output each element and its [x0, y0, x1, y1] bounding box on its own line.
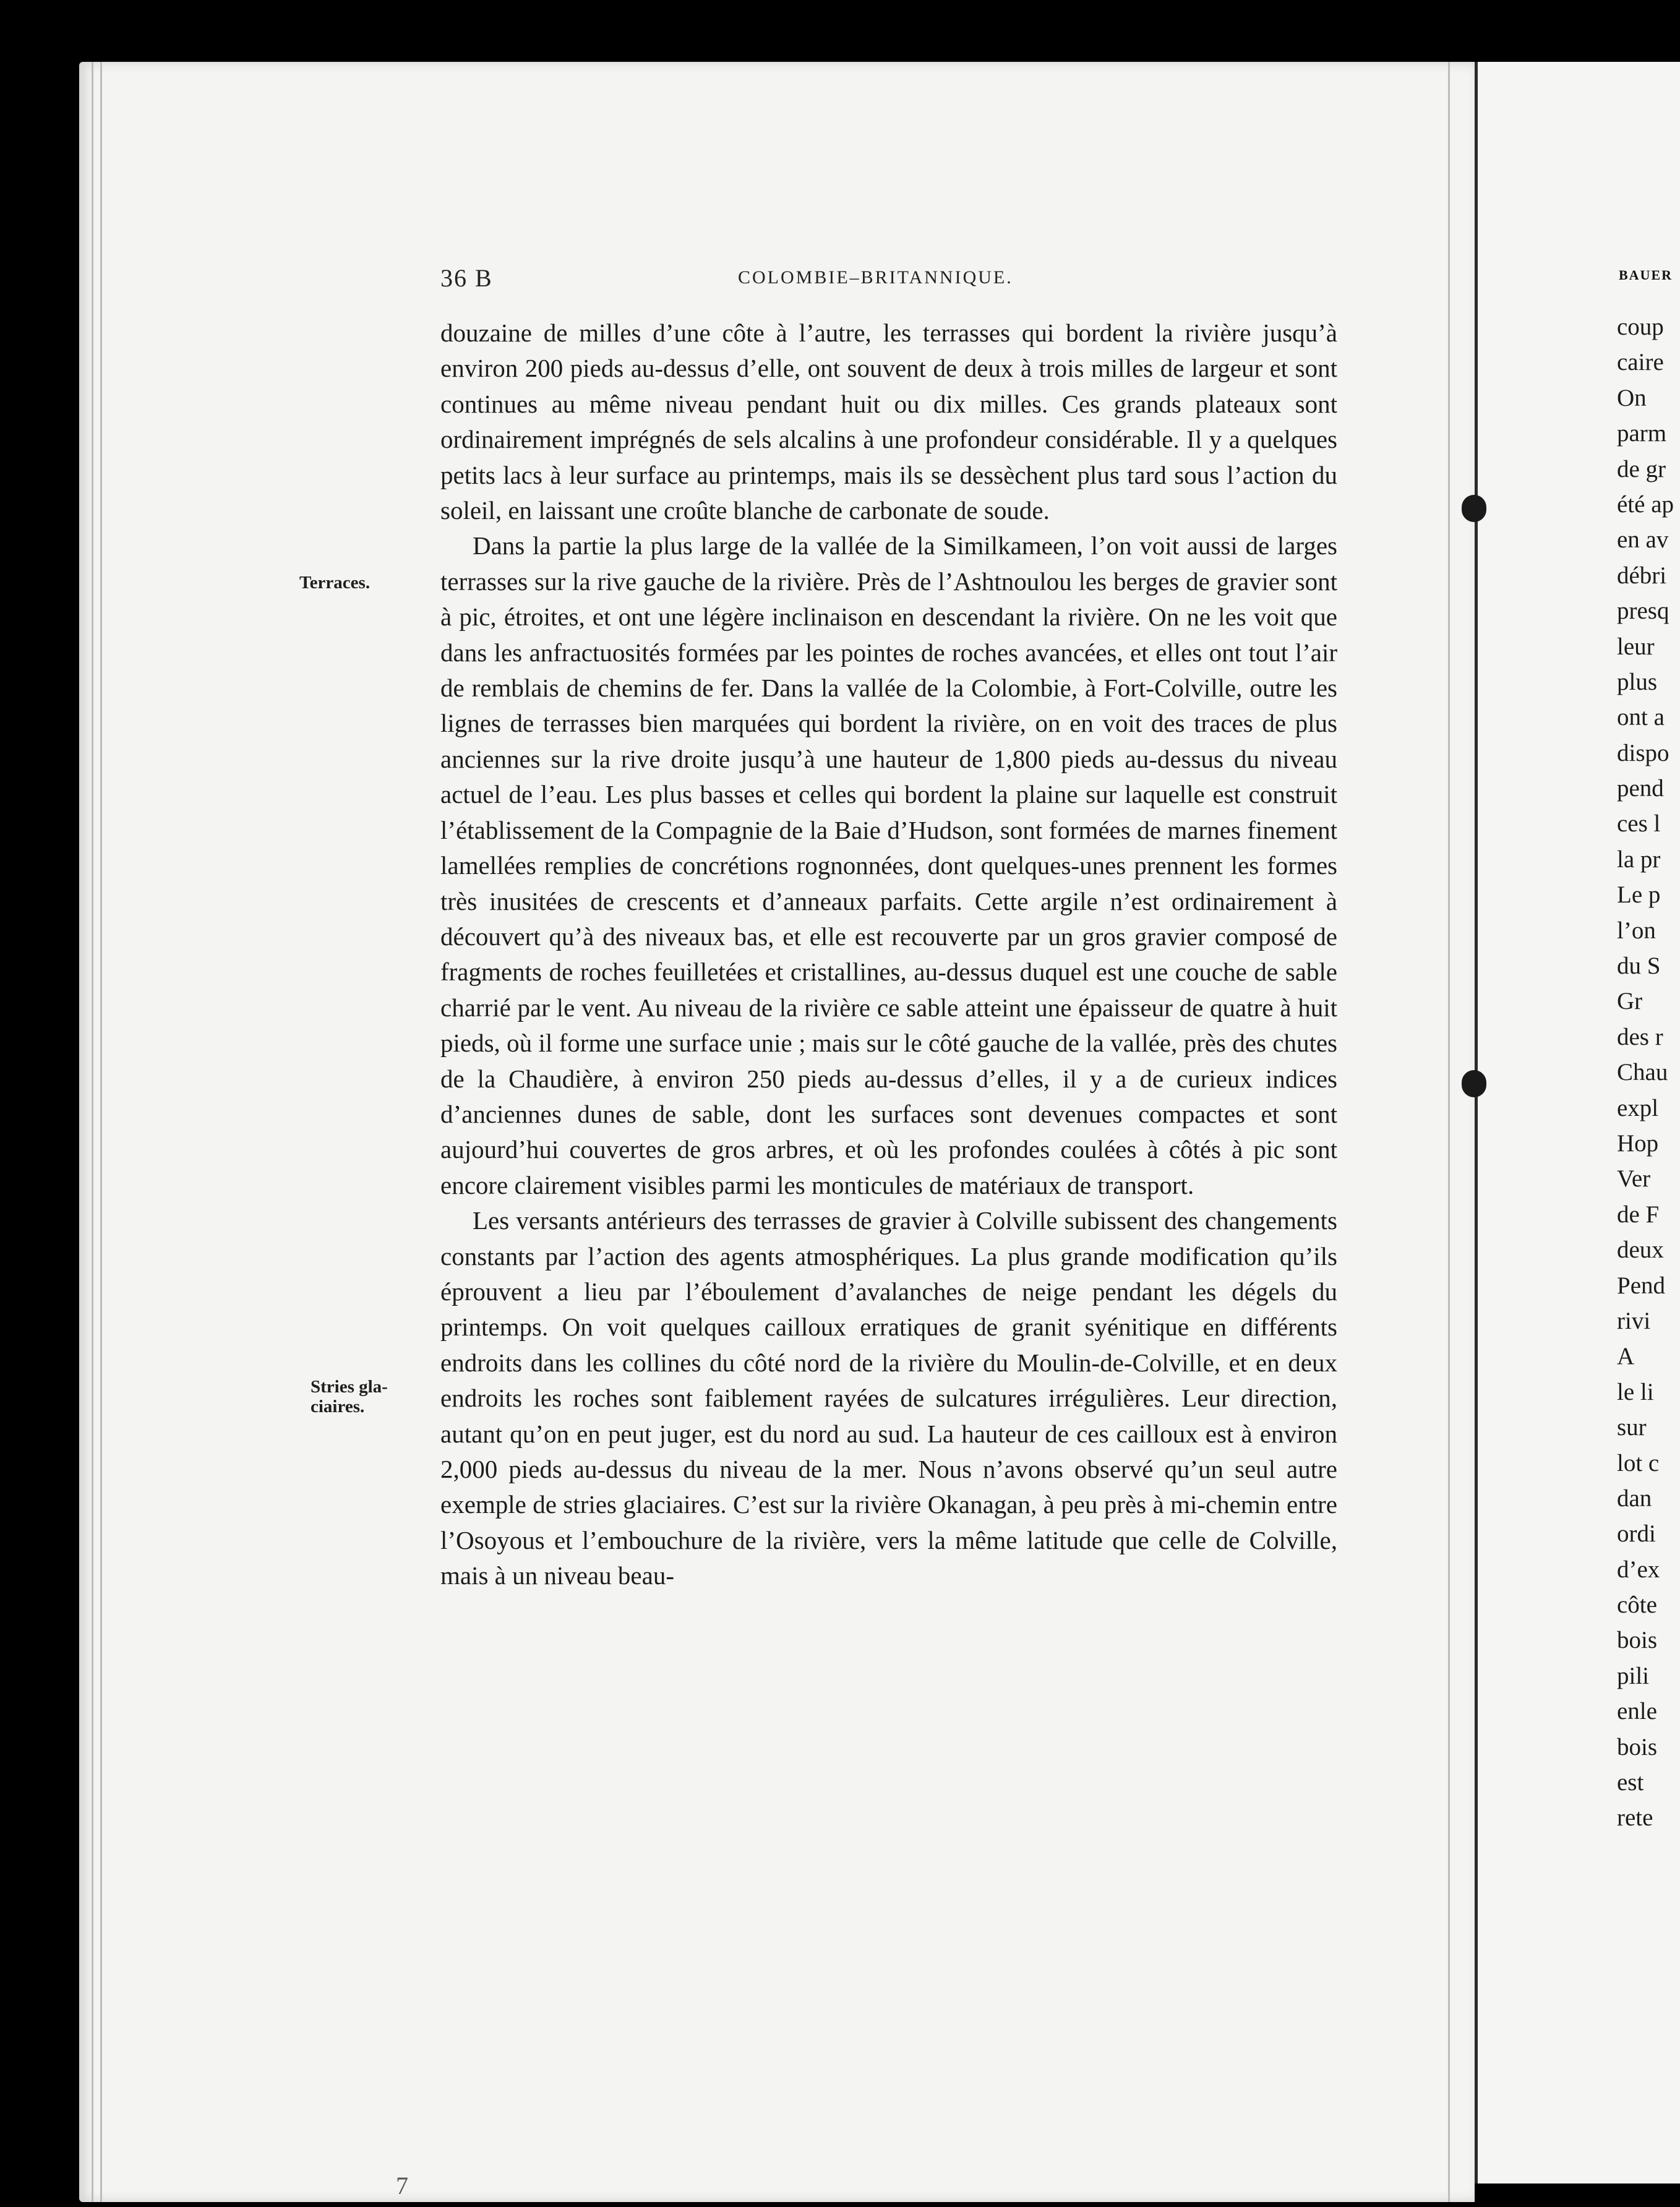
margin-note-terraces: Terraces. — [299, 573, 371, 593]
right-page-line: été ap — [1617, 491, 1674, 518]
paragraph: douzaine de milles d’une côte à l’autre, les terrasses qui bordent la rivière jusqu’à environ 200 pieds au-dessus d’elle, ont souvent de deux à trois milles de largeur et sont continues au même niveau pendant huit ou dix milles. Ces grands plateaux sont ordinairement imprégnés de sels alcalins à une profondeur considérable. Il y a quelques petits lacs à leur surface au printemps, mais ils se dessèchent plus tard sous l’action du soleil, en laissant une croûte blanche de carbonate de soude. — [440, 319, 1337, 525]
right-page-line: Gr — [1617, 988, 1643, 1015]
right-page-line: débri — [1617, 562, 1667, 589]
right-page-line: côte — [1617, 1592, 1657, 1619]
right-page-line: Le p — [1617, 881, 1661, 909]
right-page-line: deux — [1617, 1236, 1664, 1264]
body-text — [440, 315, 1337, 1594]
right-page-line: ces l — [1617, 810, 1661, 838]
right-page-line: bois — [1617, 1627, 1658, 1654]
right-page-line: coup — [1617, 314, 1664, 340]
page-header — [0, 264, 1680, 301]
page-edge-line — [92, 62, 93, 2202]
stray-mark: 7 — [396, 2172, 408, 2200]
right-page-line: parm — [1617, 420, 1667, 447]
page-number: 36 B — [440, 264, 493, 292]
right-page-line: Chau — [1617, 1059, 1668, 1086]
right-page-line: caire — [1617, 349, 1664, 376]
right-page-line: en av — [1617, 526, 1669, 554]
page-edge-line — [1448, 62, 1450, 2202]
right-page-line: d’ex — [1617, 1556, 1660, 1583]
binding-tab — [1462, 1070, 1486, 1097]
paragraph: Les versants antérieurs des terrasses de gravier à Colville subissent des changements constants par l’action des agents atmosphériques. La plus grande modification qu’ils éprouvent a lieu par l’éboulement d’avalanches de neige pendant les dégels du printemps. On voit quelques cailloux erratiques de granit syénitique en différents endroits dans les collines du côté nord de la rivière du Moulin-de-Colville, et en deux endroits les roches sont faiblement rayées de sulcatures irrégulières. Leur direction, autant qu’on en peut juger, est du nord au sud. La hauteur de ces cailloux est à environ 2,000 pieds au-dessus du niveau de la mer. Nous n’avons observé qu’un seul autre exemple de stries glaciaires. C’est sur la rivière Okanagan, à peu près à mi-chemin entre l’Osoyous et l’embouchure de la rivière, vers la même latitude que celle de Colville, mais à un niveau beau- — [440, 1206, 1337, 1590]
right-page-line: pend — [1617, 775, 1664, 802]
right-page-line: plus — [1617, 668, 1658, 695]
right-page-text — [1617, 309, 1680, 1836]
right-page-line: expl — [1617, 1094, 1659, 1121]
right-page-header: BAUER — [1619, 267, 1673, 283]
right-page-line: Ver — [1617, 1165, 1651, 1193]
right-page-line: des r — [1617, 1023, 1663, 1050]
page-edge-line — [100, 62, 102, 2202]
right-page-line: l’on — [1617, 917, 1656, 944]
right-page-line: dan — [1617, 1485, 1652, 1512]
right-page-line: rete — [1617, 1804, 1653, 1832]
right-page-line: le li — [1617, 1378, 1654, 1405]
right-page-line: dispo — [1617, 739, 1669, 766]
running-title: COLOMBIE–BRITANNIQUE. — [738, 267, 1013, 288]
margin-note-stries: Stries gla- ciaires. — [311, 1377, 388, 1416]
right-page-line: lot c — [1617, 1449, 1660, 1476]
right-page-line: du S — [1617, 953, 1661, 980]
right-page-line: presq — [1617, 598, 1669, 625]
right-page-line: est — [1617, 1769, 1644, 1796]
binding-tab — [1462, 495, 1486, 522]
right-page-line: A — [1617, 1343, 1635, 1370]
right-page-line: enle — [1617, 1698, 1657, 1725]
right-page-line: de gr — [1617, 455, 1666, 482]
right-page-line: bois — [1617, 1733, 1658, 1760]
right-page-line: ont a — [1617, 704, 1665, 731]
paragraph: Dans la partie la plus large de la vallée de la Similkameen, l’on voit aussi de larges terrasses sur la rive gauche de la rivière. Près de l’Ashtnoulou les berges de gravier sont à pic, étroites, et ont une légère inclinaison en descendant la rivière. On ne les voit que dans les anfractuosités formées par les pointes de roches avancées, et elles ont tout l’air de remblais de chemins de fer. Dans la vallée de la Colombie, à Fort-Colville, outre les lignes de terrasses bien marquées qui bordent la rivière, on en voit des traces de plus anciennes sur la rive droite jusqu’à une hauteur de 1,800 pieds au-dessus du niveau actuel de l’eau. Les plus basses et celles qui bordent la plaine sur laquelle est construit l’établissement de la Compagnie de la Baie d’Hudson, sont formées de marnes finement lamellées remplies de concrétions rognonnées, dont quelques-unes prennent les formes très inusitées de crescents et d’anneaux parfaits. Cette argile n’est ordinairement à découvert qu’à des niveaux bas, et elle est recouverte par un gros gravier composé de fragments de roches feuilletées et cristallines, au-dessus duquel est une couche de sable charrié par le vent. Au niveau de la rivière ce sable atteint une épaisseur de quatre à huit pieds, où il forme une surface unie ; mais sur le côté gauche de la vallée, près des chutes de la Chaudière, à environ 250 pieds au-dessus d’elles, il y a de curieux indices d’anciennes dunes de sable, dont les surfaces sont devenues compactes et sont aujourd’hui couvertes de gros arbres, et où les profondes coulées à côtés à pic sont encore clairement visibles parmi les monticules de matériaux de transport. — [440, 531, 1337, 1199]
right-page-line: On — [1617, 384, 1647, 411]
right-page-line: pili — [1617, 1662, 1650, 1689]
right-page-line: Hop — [1617, 1129, 1659, 1157]
right-page-line: ordi — [1617, 1520, 1656, 1548]
right-page-line: la pr — [1617, 846, 1661, 873]
right-page-line: leur — [1617, 633, 1655, 660]
right-page-line: sur — [1617, 1414, 1647, 1441]
right-page-line: Pend — [1617, 1272, 1665, 1299]
right-page-line: de F — [1617, 1201, 1660, 1228]
right-page-line: rivi — [1617, 1307, 1651, 1334]
